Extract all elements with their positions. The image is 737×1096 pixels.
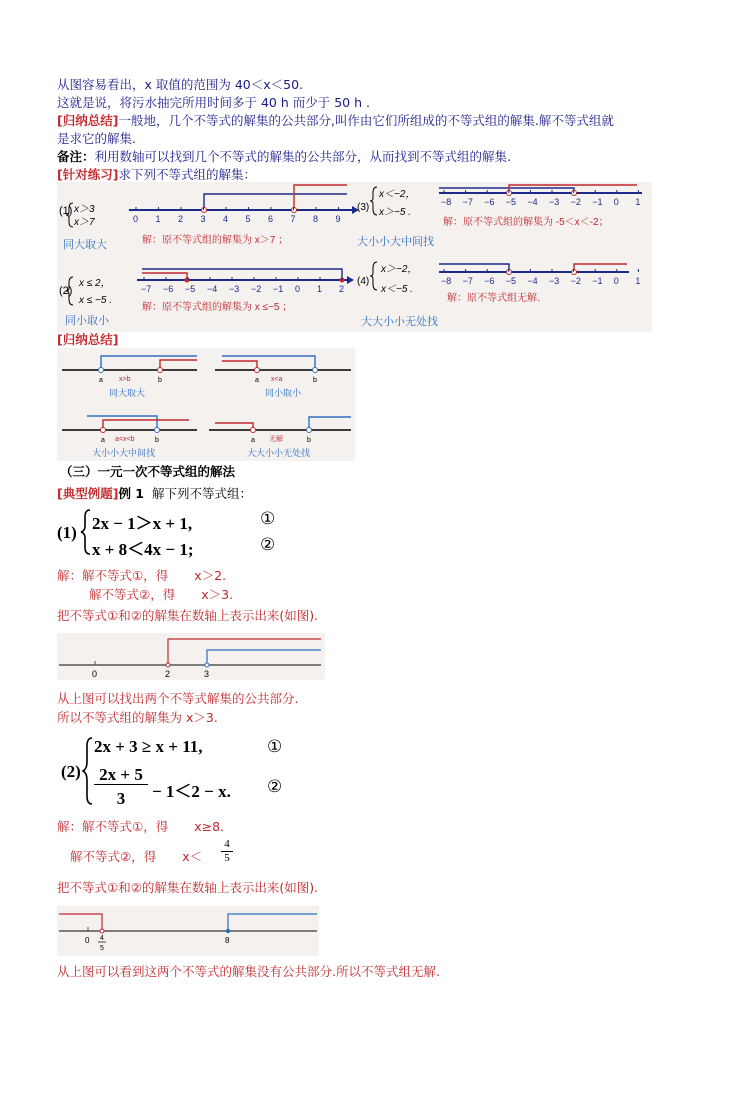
system2-label: (2) [61, 762, 81, 781]
p2-answer: 解：原不等式组的解集为 x ≤−5 ； [142, 302, 293, 313]
p1-tick-label: 3 [200, 214, 206, 224]
practice-figure [57, 182, 652, 332]
p1-label: (1) [59, 205, 73, 217]
s2-caption: 同小取小 [265, 388, 302, 398]
p3-tick-label: −4 [527, 197, 538, 207]
axis2-frac-num: 4 [100, 935, 104, 942]
p3-tick-label: −5 [505, 197, 517, 207]
axis1-tick-3: 3 [204, 669, 210, 679]
note-text: 利用数轴可以找到几个不等式的解集的公共部分，从而找到不等式组的解集. [94, 149, 511, 164]
p4-tick-label: −5 [505, 276, 517, 286]
example-line [57, 485, 252, 502]
s1-b: b [158, 377, 162, 384]
axis-figure-1 [57, 633, 325, 680]
p4-tick-label: −8 [441, 276, 452, 286]
system1-mark1: ① [260, 509, 276, 528]
s4-a: a [251, 437, 255, 444]
p4-tick-label: −6 [484, 276, 495, 286]
s2b-result: x＜ [182, 849, 203, 864]
section-3-title: （三）一元一次不等式组的解法 [60, 464, 236, 479]
text-line-4: 是求它的解集. [57, 131, 136, 146]
p4-tick-label: −4 [527, 276, 538, 286]
s3-b: b [155, 437, 159, 444]
p4-answer: 解：原不等式组无解. [447, 293, 540, 304]
p2-tick-label: −4 [207, 284, 218, 294]
p3-tick-label: −1 [592, 197, 603, 207]
practice-text: 求下列不等式组的解集： [118, 167, 256, 182]
p3-tick-label: −3 [549, 197, 560, 207]
p3-rule: 大小小大中间找 [357, 236, 434, 248]
s1-line-e: 所以不等式组的解集为 x＞3. [57, 710, 218, 725]
p4-tick-label: 0 [613, 276, 619, 286]
p3-label: (3) [357, 202, 370, 213]
summary-figure [57, 348, 355, 461]
p4-tick-label: −2 [570, 276, 581, 286]
p4-tick-label: −1 [592, 276, 603, 286]
p4-tick-label: −3 [549, 276, 560, 286]
p1-answer: 解：原不等式组的解集为 x＞7 ； [142, 235, 289, 246]
p3-c1: x＜−2， [379, 189, 416, 200]
system2-mark1: ① [267, 737, 283, 756]
p1-tick-label: 8 [313, 214, 319, 224]
frac-4-5 [221, 838, 233, 865]
s2-b: b [313, 377, 317, 384]
p3-tick-label: −8 [441, 197, 452, 207]
p4-tick-label: 1 [635, 276, 641, 286]
s2-line-b [70, 848, 202, 865]
p2-tick-label: 2 [339, 284, 345, 294]
s2a-text: 解：解不等式①，得 [57, 819, 169, 834]
s3-a: a [101, 437, 105, 444]
p1-tick-label: 7 [290, 214, 296, 224]
p1-c1: x＞3 [74, 204, 95, 215]
text-line-5 [57, 148, 511, 165]
s1b-text: 解不等式②，得 [89, 587, 176, 602]
p1-rule: 同大取大 [63, 239, 107, 251]
system1-eq2: x + 8＜4x − 1; [92, 540, 194, 559]
axis2-frac-den: 5 [100, 945, 104, 952]
text-line-2: 这就是说，将污水抽完所用时间多于 40 h 而少于 50 h . [57, 95, 370, 110]
s2a-result: x≥8. [194, 819, 225, 834]
p3-tick-label: −2 [570, 197, 581, 207]
system2-numerator: 2x + 5 [94, 765, 148, 785]
example-text: 解下列不等式组： [151, 486, 252, 501]
p4-tick-label: −7 [462, 276, 473, 286]
p2-tick-label: −1 [273, 284, 284, 294]
system1-eq1: 2x − 1＞x + 1, [92, 514, 193, 533]
s1-a: a [99, 377, 103, 384]
p4-c2: x＜−5 . [381, 284, 413, 295]
system2-rest: − 1＜2 − x. [152, 782, 231, 801]
p3-tick-label: 0 [613, 197, 619, 207]
summary-text: 一般地，几个不等式的解集的公共部分,叫作由它们所组成的不等式组的解集.解不等式组就 [118, 113, 614, 128]
p1-tick-label: 9 [335, 214, 341, 224]
system2-mark2: ② [267, 777, 283, 796]
p4-rule: 大大小小无处找 [361, 316, 438, 328]
p2-label: (2) [59, 285, 73, 297]
s1-line-d: 从上图可以找出两个不等式解集的公共部分. [57, 691, 299, 706]
system2-denominator: 3 [116, 789, 126, 808]
p1-tick-label: 0 [133, 214, 139, 224]
p2-tick-label: 0 [295, 284, 301, 294]
s1b-result: x＞3. [201, 587, 234, 602]
s2-line-a [57, 818, 224, 835]
s1-line-a [57, 567, 226, 584]
text-line-3 [57, 112, 614, 129]
p2-tick-label: −7 [141, 284, 152, 294]
s4-b: b [307, 437, 311, 444]
p3-answer: 解：原不等式组的解集为 -5＜x＜-2； [443, 217, 609, 228]
system2-brace [82, 736, 94, 810]
p1-tick-label: 1 [155, 214, 161, 224]
note-tag: 备注： [57, 149, 95, 164]
s1a-text: 解：解不等式①，得 [57, 568, 169, 583]
s1-mid: x>b [119, 376, 131, 383]
p4-label: (4) [357, 276, 370, 287]
system1-mark2: ② [260, 535, 276, 554]
s3-caption: 大小小大中间找 [92, 448, 156, 458]
s2-line-d: 从上图可以看到这两个不等式的解集没有公共部分.所以不等式组无解. [57, 964, 440, 979]
text-line-1: 从图容易看出，x 取值的范围为 40＜x＜50. [57, 77, 304, 92]
frac-num: 4 [221, 838, 233, 852]
example-tag: [典型例题] [57, 486, 119, 501]
p2-tick-label: −2 [251, 284, 262, 294]
p1-c2: x＞7 [74, 217, 95, 228]
p2-c2: x ≤ −5 . [79, 295, 113, 306]
p3-tick-label: −6 [484, 197, 495, 207]
p4-c1: x＞−2， [381, 264, 418, 275]
summary-tag: [归纳总结] [57, 113, 119, 128]
p1-tick-label: 2 [178, 214, 184, 224]
s1-line-b [89, 586, 233, 603]
s2b-text: 解不等式②，得 [70, 849, 157, 864]
p3-tick-label: 1 [635, 197, 641, 207]
p2-tick-label: 1 [317, 284, 323, 294]
s4-mid: 无解 [269, 436, 283, 443]
s2-mid: x<a [271, 376, 283, 383]
s3-mid: a<x<b [115, 436, 135, 443]
p2-tick-label: −6 [163, 284, 174, 294]
axis-figure-2 [57, 906, 319, 956]
frac-den: 5 [224, 852, 230, 864]
p2-tick-label: −5 [185, 284, 196, 294]
practice-tag: [针对练习] [57, 167, 119, 182]
text-line-6 [57, 166, 256, 183]
axis2-tick-8: 8 [225, 936, 230, 945]
p1-tick-label: 5 [245, 214, 251, 224]
axis1-tick-0: 0 [92, 669, 98, 679]
s2-line-c: 把不等式①和②的解集在数轴上表示出来(如图). [57, 880, 319, 895]
system1-brace [80, 508, 92, 558]
p2-tick-label: −3 [229, 284, 240, 294]
p1-tick-label: 6 [268, 214, 274, 224]
summary-tag-2: [归纳总结] [57, 332, 119, 347]
s1-line-c: 把不等式①和②的解集在数轴上表示出来(如图). [57, 608, 319, 623]
p3-c2: x＞−5 . [379, 207, 411, 218]
p2-c1: x ≤ 2， [79, 278, 111, 289]
p3-tick-label: −7 [462, 197, 473, 207]
system2-eq1: 2x + 3 ≥ x + 11, [94, 737, 203, 756]
s1-caption: 同大取大 [109, 388, 146, 398]
example-label: 例 1 [118, 486, 144, 501]
s1a-result: x＞2. [194, 568, 227, 583]
axis2-tick-0: 0 [85, 936, 90, 945]
s2-a: a [255, 377, 259, 384]
system1-label: (1) [57, 523, 77, 542]
p1-tick-label: 4 [223, 214, 229, 224]
p2-rule: 同小取小 [65, 315, 109, 327]
axis1-tick-2: 2 [165, 669, 171, 679]
s4-caption: 大大小小无处找 [247, 448, 311, 458]
